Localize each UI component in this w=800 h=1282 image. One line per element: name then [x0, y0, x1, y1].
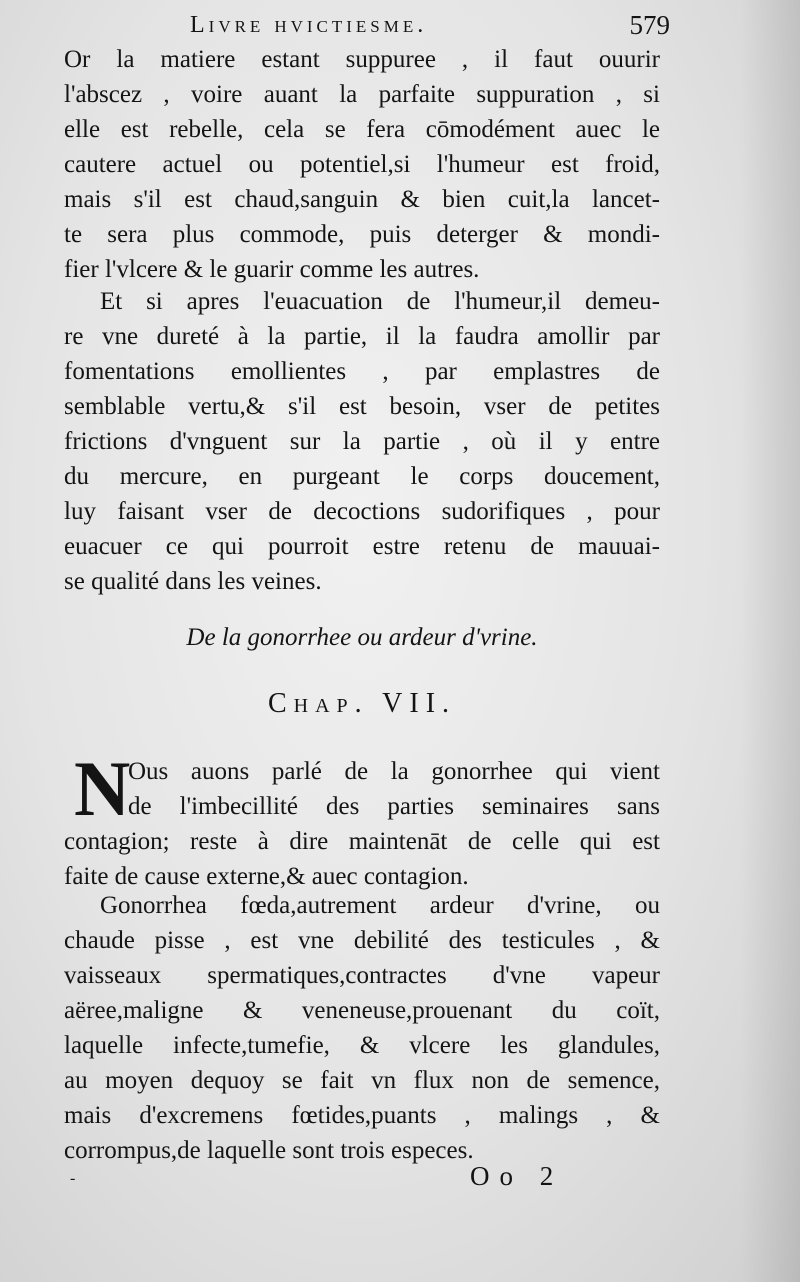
- page-number: 579: [629, 10, 670, 40]
- text-line: luy faisant vser de decoctions sudorifiques , pour: [64, 498, 660, 525]
- text-line: Or la matiere estant suppuree , il faut ouurir: [64, 46, 660, 73]
- text-line: contagion; reste à dire maintenāt de celle qui est: [64, 828, 660, 855]
- text-line: semblable vertu,& s'il est besoin, vser de petites: [64, 393, 660, 420]
- paragraph-2: [64, 284, 660, 599]
- text-line: cautere actuel ou potentiel,si l'humeur est froid,: [64, 151, 660, 178]
- text-line: aëree,maligne & veneneuse,prouenant du coït,: [64, 997, 660, 1024]
- text-line: au moyen dequoy se fait vn flux non de semence,: [64, 1067, 660, 1094]
- text-line: Gonorrhea fœda,autrement ardeur d'vrine, ou: [100, 892, 660, 919]
- text-line: du mercure, en purgeant le corps doucement,: [64, 463, 660, 490]
- text-line: vaisseaux spermatiques,contractes d'vne vapeur: [64, 962, 660, 989]
- text-line: laquelle infecte,tumefie, & vlcere les glandules,: [64, 1032, 660, 1059]
- text-line: te sera plus commode, puis deterger & mondi-: [64, 221, 660, 248]
- paragraph-3: [64, 745, 660, 894]
- text-line: re vne dureté à la partie, il la faudra amollir par: [64, 323, 660, 350]
- text-line: de l'imbecillité des parties seminaires sans: [128, 793, 660, 820]
- signature-mark: -: [70, 1170, 76, 1187]
- text-line: corrompus,de laquelle sont trois especes.: [64, 1137, 474, 1164]
- text-line: frictions d'vnguent sur la partie , où il y entre: [64, 428, 660, 455]
- running-title: Livre hvictiesme.: [190, 12, 428, 38]
- text-line: Et si apres l'euacuation de l'humeur,il demeu-: [100, 288, 660, 315]
- paragraph-4: [64, 888, 660, 1168]
- text-line: fier l'vlcere & le guarir comme les autres.: [64, 256, 480, 283]
- text-line: elle est rebelle, cela se fera cōmodément auec le: [64, 116, 660, 143]
- paragraph-1: [64, 42, 660, 287]
- text-line: faite de cause externe,& auec contagion.: [64, 863, 469, 890]
- text-line: fomentations emollientes , par emplastres de: [64, 358, 660, 385]
- text-line: mais s'il est chaud,sanguin & bien cuit,la lancet-: [64, 186, 660, 213]
- text-line: chaude pisse , est vne debilité des testicules , &: [64, 927, 660, 954]
- text-line: l'abscez , voire auant la parfaite suppuration , si: [64, 81, 660, 108]
- signature-catchword: Oo 2: [470, 1161, 564, 1191]
- text-line: Ous auons parlé de la gonorrhee qui vient: [128, 758, 660, 785]
- text-line: euacuer ce qui pourroit estre retenu de mauuai-: [64, 533, 660, 560]
- section-title: De la gonorrhee ou ardeur d'vrine.: [186, 624, 538, 651]
- drop-cap: N: [74, 745, 131, 832]
- chapter-title: Chap. VII.: [267, 688, 457, 719]
- text-line: se qualité dans les veines.: [64, 568, 322, 595]
- text-line: mais d'excremens fœtides,puants , malings , &: [64, 1102, 660, 1129]
